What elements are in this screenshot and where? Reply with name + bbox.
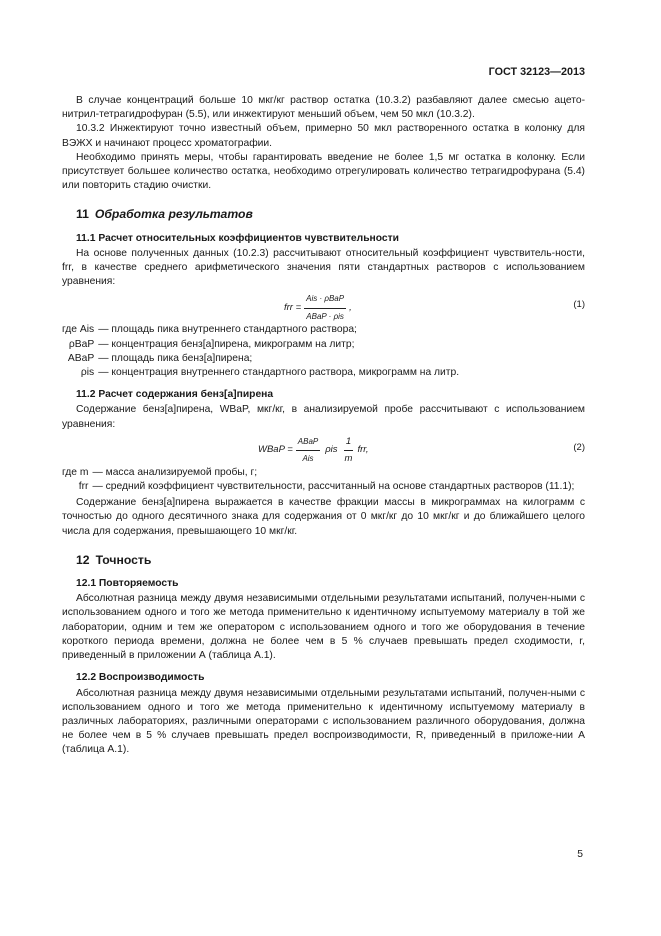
section-12-title: Точность xyxy=(95,552,152,567)
formula-2-fraction-a xyxy=(296,435,320,466)
formula-1-denominator: ABaP · ρis xyxy=(306,311,344,321)
section-11-number: 11 xyxy=(76,207,89,222)
def-symbol: ρBaP xyxy=(68,338,95,350)
section-12-2-text: Абсолютная разница между двумя независимыми отдельными результатами испытаний, получен-ными с использованием одного и того же метода применительно к идентичному испытуемому материалу в различных лабораториях, различными операторами с использованием различного оборудования, должна не более чем в 5 % случаев превышать предел воспроизводимости, R, приведенный в приложе-нии А (таблица А.1). xyxy=(62,687,585,756)
formula-1-numerator: Ais · ρBaP xyxy=(304,292,346,308)
formula-2-numerator-2: 1 xyxy=(344,435,353,451)
formula-2-body xyxy=(258,435,369,466)
section-11-1-heading: 11.1 Расчет относительных коэффициентов чувствительности xyxy=(76,232,399,244)
section-12-number: 12 xyxy=(76,552,90,567)
def-symbol: ABaP xyxy=(67,352,95,364)
section-12-1-text: Абсолютная разница между двумя независимыми отдельными результатами испытаний, получен-ными с использованием одного и того же метода применительно к идентичному испытуемому материалу в той же лаборатории, одним и тем же оператором с использованием одного и того же оборудования в течение короткого периода времени, должна не более чем в 5 % случаев превышать предел сходимости, r, приведенный в приложении А (таблица А.1). xyxy=(62,593,585,662)
formula-2-rho: ρis xyxy=(325,444,338,456)
formula-2-tail: frr, xyxy=(357,444,369,456)
def-text: — площадь пика внутреннего стандартного раствора; xyxy=(98,324,357,336)
def-text: — средний коэффициент чувствительности, рассчитанный на основе стандартных растворов (11.1); xyxy=(92,481,575,493)
formula-1-body xyxy=(284,292,352,323)
formula-1-tail: , xyxy=(349,302,352,314)
def-symbol: где m xyxy=(62,466,89,478)
formula-2-denominator-2: m xyxy=(344,453,353,465)
formula-1-fraction xyxy=(304,292,346,323)
def-symbol: ρis xyxy=(80,367,95,379)
def-symbol: frr xyxy=(78,481,89,493)
paragraph-precautions: Необходимо принять меры, чтобы гарантировать введение не более 1,5 мг остатка в колонку. Если присутствует большее количество остатка, необходимо отрегулировать количество тетрагидрофурана (5.4) или повторить стадию очистки. xyxy=(62,151,585,192)
paragraph-dilution: В случае концентраций больше 10 мкг/кг раствор остатка (10.3.2) разбавляют далее смесью ацето-нитрил-тетрагидрофуран (5.5), или инжектируют меньший объем, чем 50 мкл (10.3.2). xyxy=(62,95,585,121)
section-11-heading xyxy=(76,207,585,221)
def-text: — масса анализируемой пробы, г; xyxy=(92,466,258,478)
page-content xyxy=(62,94,585,758)
formula-1-definitions xyxy=(62,323,585,380)
formula-2-fraction-b xyxy=(343,435,355,466)
section-12-1-heading: 12.1 Повторяемость xyxy=(76,578,179,590)
def-text: — концентрация бенз[а]пирена, микрограмм на литр; xyxy=(98,338,355,350)
formula-2 xyxy=(62,435,585,463)
formula-2-numerator: ABaP xyxy=(296,435,320,451)
formula-1-number: (1) xyxy=(573,299,585,311)
formula-2-number: (2) xyxy=(573,441,585,453)
paragraph-10-3-2: 10.3.2 Инжектируют точно известный объем, примерно 50 мкл растворенного остатка в колонку для ВЭЖХ и начинают процесс хроматографии. xyxy=(62,123,585,149)
section-11-2-closing: Содержание бенз[а]пирена выражается в качестве фракции массы в микрограммах на килограмм с точностью до одного десятичного знака для содержания от 0 мкг/кг до 10 мкг/кг и до ближайшего целого числа для содержания, превышающего 10 мкг/кг. xyxy=(62,497,585,537)
def-text: — концентрация внутреннего стандартного раствора, микрограмм на литр. xyxy=(98,367,460,379)
section-11-2-heading: 11.2 Расчет содержания бенз[а]пирена xyxy=(76,389,274,401)
formula-2-definitions xyxy=(62,466,585,494)
formula-1-lhs: frr = xyxy=(284,302,302,314)
section-12-heading xyxy=(76,553,585,567)
section-12-2-heading: 12.2 Воспроизводимость xyxy=(76,672,205,684)
def-text: — площадь пика бенз[а]пирена; xyxy=(98,352,253,364)
section-11-1-text: На основе полученных данных (10.2.3) рассчитывают относительный коэффициент чувствитель-ности, frr, в качестве среднего арифметического значения пяти стандартных растворов с использованием уравнения: xyxy=(62,247,585,288)
section-11-2-text: Содержание бенз[а]пирена, WBaP, мкг/кг, в анализируемой пробе рассчитывают с использованием уравнения: xyxy=(62,404,585,430)
document-code: ГОСТ 32123—2013 xyxy=(488,66,585,78)
formula-2-denominator: Ais xyxy=(302,454,314,464)
def-symbol: где Ais xyxy=(62,324,95,336)
section-11-title: Обработка результатов xyxy=(94,207,253,222)
formula-1 xyxy=(62,292,585,320)
formula-2-lhs: WBaP = xyxy=(258,444,293,456)
page-number: 5 xyxy=(577,849,583,860)
